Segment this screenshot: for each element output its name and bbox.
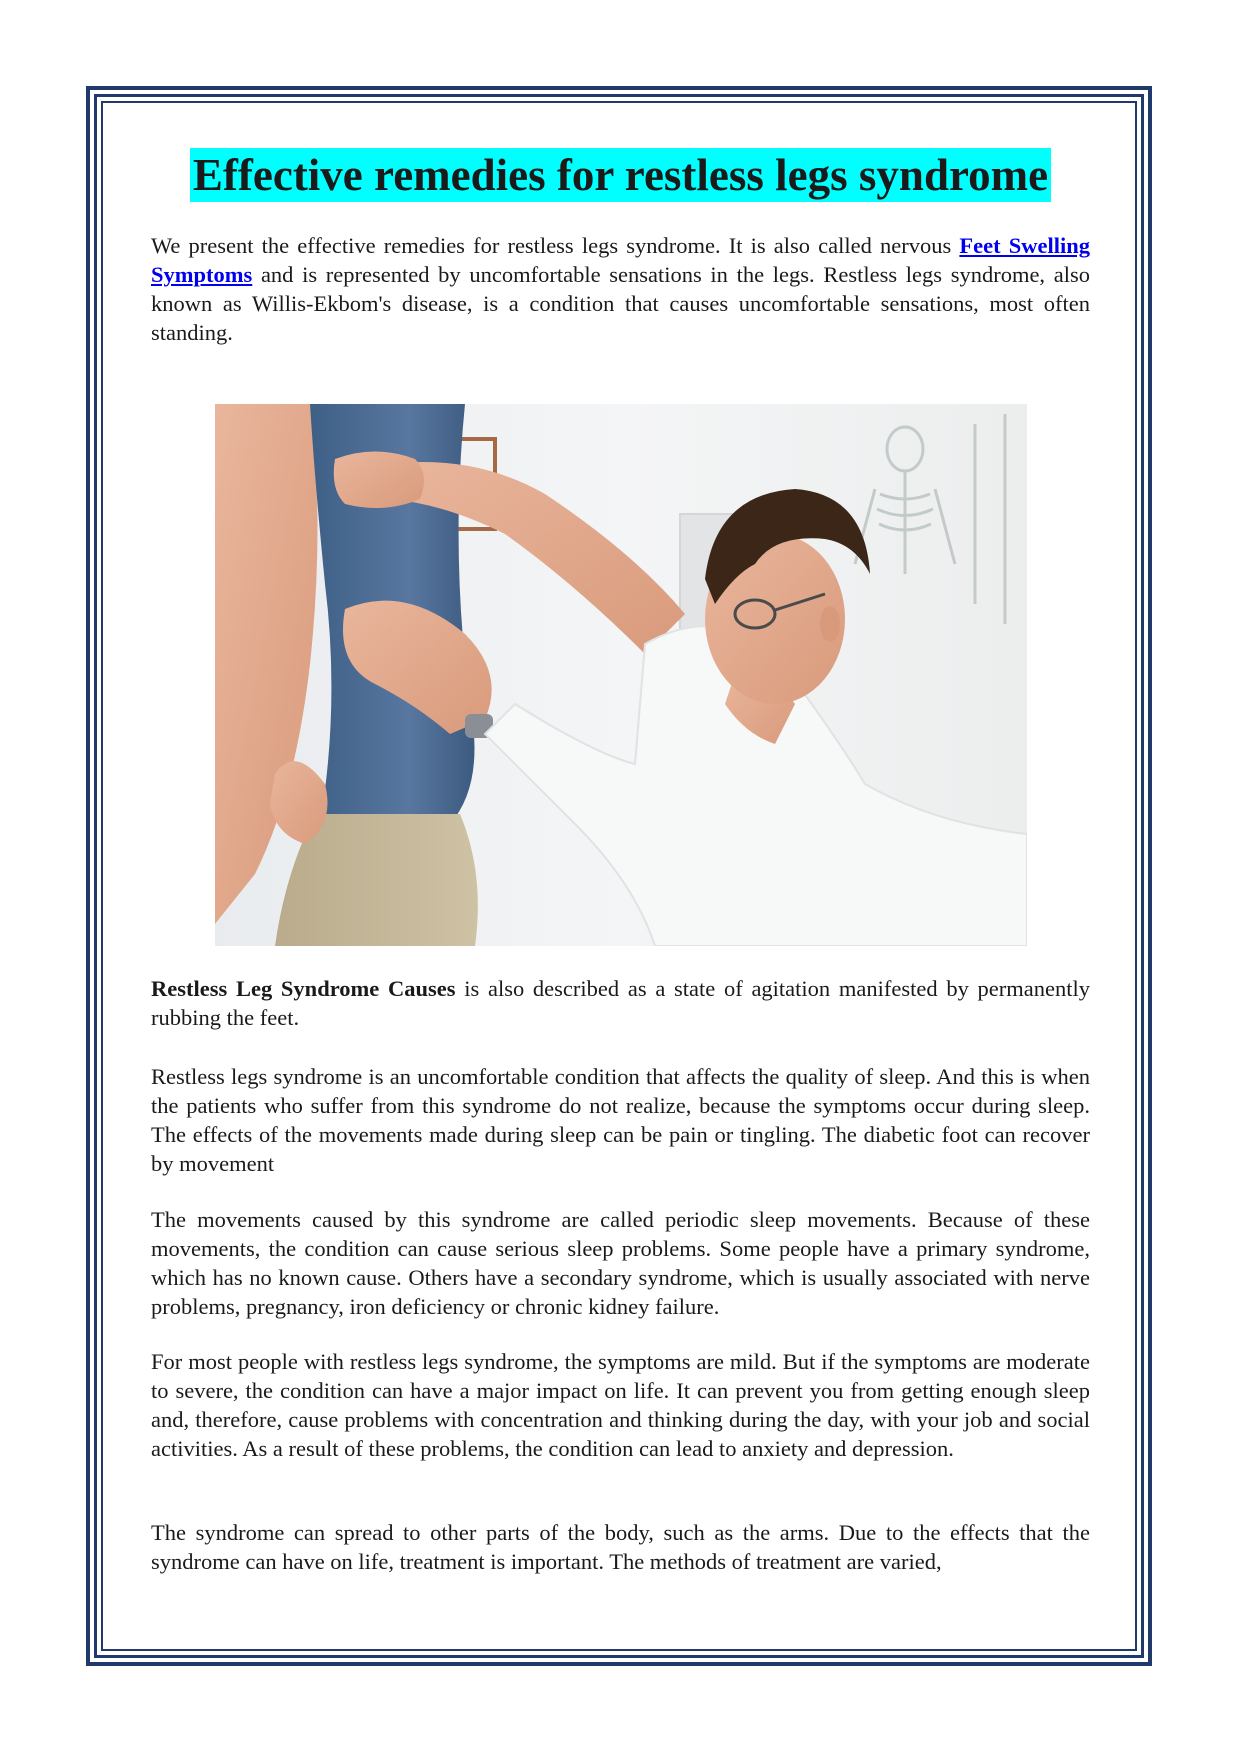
page-title: Effective remedies for restless legs syndrome: [190, 148, 1051, 202]
photo-doctor-examining-back: [215, 404, 1027, 946]
body-paragraph-text: For most people with restless legs syndrome, the symptoms are mild. But if the symptoms are moderate to severe, the condition can have a major impact on life. It can prevent you from getting enough sleep and, therefore, cause problems with concentration and thinking during the day, with your job and social activities. As a result of these problems, the condition can lead to anxiety and depression.: [151, 1349, 1090, 1461]
intro-text-before-link: We present the effective remedies for restless legs syndrome. It is also called nervous: [151, 233, 960, 258]
body-paragraph-text: Restless legs syndrome is an uncomfortable condition that affects the quality of sleep. And this is when the patients who suffer from this syndrome do not realize, because the symptoms occur during sleep. The effects of the movements made during sleep can be pain or tingling. The diabetic foot can recover by movement: [151, 1064, 1090, 1176]
body-paragraph-4: [151, 1518, 1090, 1576]
causes-paragraph: [151, 974, 1090, 1032]
body-paragraph-3: [151, 1347, 1090, 1463]
body-paragraph-text: The syndrome can spread to other parts of the body, such as the arms. Due to the effects that the syndrome can have on life, treatment is important. The methods of treatment are varied,: [151, 1520, 1090, 1574]
causes-bold-lead: Restless Leg Syndrome Causes: [151, 976, 456, 1001]
body-paragraph-1: [151, 1062, 1090, 1178]
causes-text: is also described as a state of agitation manifested by permanently rubbing the feet.: [151, 976, 1091, 1030]
intro-paragraph: [151, 231, 1090, 347]
body-paragraph-2: [151, 1205, 1090, 1321]
intro-text-after-link: and is represented by uncomfortable sensations in the legs. Restless legs syndrome, also known as Willis-Ekbom's disease, is a condition that causes uncomfortable sensations, most often standing.: [151, 262, 1090, 345]
title-container: [0, 148, 1241, 202]
body-paragraph-text: The movements caused by this syndrome are called periodic sleep movements. Because of these movements, the condition can cause serious sleep problems. Some people have a primary syndrome, which has no known cause. Others have a secondary syndrome, which is usually associated with nerve problems, pregnancy, iron deficiency or chronic kidney failure.: [151, 1207, 1090, 1319]
feet-swelling-symptoms-link[interactable]: Feet Swelling Symptoms: [151, 233, 1090, 287]
